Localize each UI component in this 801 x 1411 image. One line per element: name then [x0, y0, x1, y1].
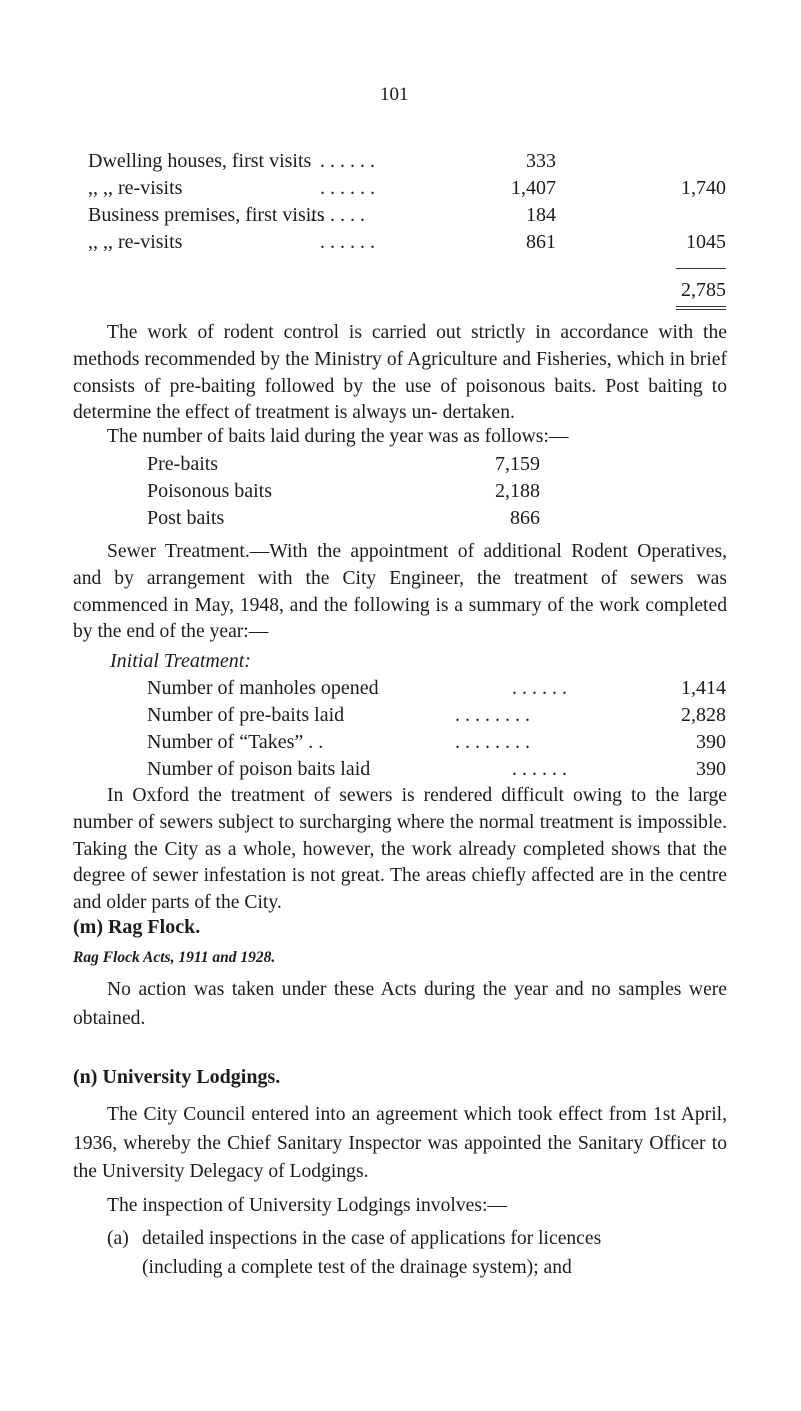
rag-flock-acts: Rag Flock Acts, 1911 and 1928. — [73, 949, 276, 966]
visits-row-count: 333 — [526, 150, 556, 172]
bait-value: 2,188 — [495, 480, 540, 502]
initial-row-value: 2,828 — [681, 704, 726, 726]
subtotal-rule — [676, 268, 726, 269]
initial-row-value: 390 — [696, 758, 726, 780]
bait-value: 866 — [510, 507, 540, 529]
rag-flock-paragraph: No action was taken under these Acts during the year and no samples were obtained. — [73, 979, 727, 1029]
page-number: 101 — [380, 84, 409, 105]
baits-intro: The number of baits laid during the year was as follows:— — [107, 426, 569, 447]
initial-row-dots: . . . . . . — [512, 677, 567, 699]
visits-row-dots: . . . . . . — [310, 204, 365, 226]
initial-row-dots: . . . . . . . . — [455, 731, 530, 753]
bait-label: Post baits — [147, 507, 225, 529]
rodent-control-paragraph: The work of rodent control is carried out strictly in accordance with the methods recommended by the Ministry of Agriculture and Fisheries, which in brief consists of pre-baiting followed by the use of poisonous baits. Post baiting to determine the effect of treatment is always un- dertaken. — [73, 322, 727, 424]
visits-row-dots: . . . . . . — [320, 177, 375, 199]
visits-total: 2,785 — [681, 279, 726, 301]
visits-row-label: ,, ,, re-visits — [88, 177, 183, 199]
visits-row-count: 184 — [526, 204, 556, 226]
total-rule-lower — [676, 309, 726, 310]
visits-row-count: 861 — [526, 231, 556, 253]
visits-row-subtotal: 1,740 — [681, 177, 726, 199]
initial-row-value: 1,414 — [681, 677, 726, 699]
visits-row-subtotal: 1045 — [686, 231, 726, 253]
visits-row-dots: . . . . . . — [320, 150, 375, 172]
university-paragraph: The City Council entered into an agreement which took effect from 1st April, 1936, whereby the Chief Sanitary Inspector was appointed the Sanitary Officer to the University Delegacy of Lodgings. — [73, 1104, 727, 1183]
initial-treatment-heading: Initial Treatment: — [110, 650, 251, 672]
bait-label: Pre-baits — [147, 453, 219, 475]
initial-row-value: 390 — [696, 731, 726, 753]
initial-row-dots: . . . . . . . . — [455, 704, 530, 726]
initial-row-label: Number of pre-baits laid — [147, 704, 345, 726]
bait-value: 7,159 — [495, 453, 540, 475]
total-rule-upper — [676, 306, 726, 307]
sewer-treatment-paragraph: Sewer Treatment.—With the appointment of additional Rodent Operatives, and by arrangement with the City Engineer, the treatment of sewers was commenced in May, 1948, and the following is a summary of the work completed by the end of the year:— — [73, 541, 727, 643]
item-a-line1: detailed inspections in the case of applications for licences — [142, 1228, 602, 1249]
initial-row-label: Number of “Takes” . . — [147, 731, 324, 753]
visits-row-label: Dwelling houses, first visits — [88, 150, 312, 172]
inspection-intro: The inspection of University Lodgings involves:— — [107, 1195, 507, 1216]
item-a-line2: (including a complete test of the drainage system); and — [142, 1257, 572, 1278]
visits-row-label: Business premises, first visits — [88, 204, 325, 226]
initial-row-label: Number of manholes opened — [147, 677, 379, 699]
bait-label: Poisonous baits — [147, 480, 273, 502]
visits-row-dots: . . . . . . — [320, 231, 375, 253]
initial-row-label: Number of poison baits laid — [147, 758, 371, 780]
oxford-paragraph: In Oxford the treatment of sewers is rendered difficult owing to the large number of sewers subject to surcharging where the normal treatment is impossible. Taking the City as a whole, however, the work already completed shows that the degree of sewer infestation is not great. The areas chiefly affected are in the centre and older parts of the City. — [73, 785, 727, 914]
visits-row-label: ,, ,, re-visits — [88, 231, 183, 253]
university-lodgings-heading: (n) University Lodgings. — [73, 1066, 281, 1088]
visits-row-count: 1,407 — [511, 177, 556, 199]
initial-row-dots: . . . . . . — [512, 758, 567, 780]
item-a-marker: (a) — [107, 1228, 129, 1249]
rag-flock-heading: (m) Rag Flock. — [73, 916, 201, 938]
